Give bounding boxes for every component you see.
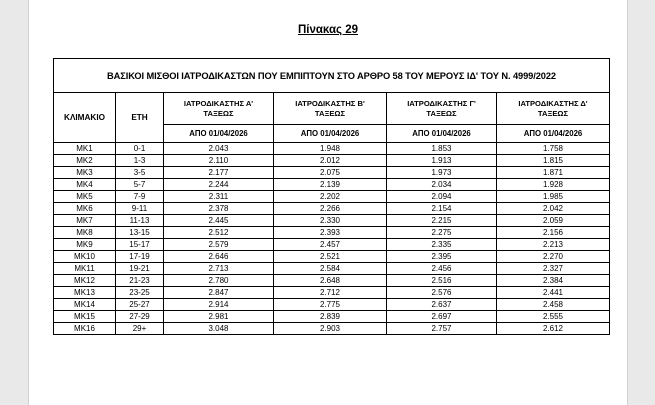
cell-grade-a: 2.378 (164, 203, 274, 215)
table-row (54, 203, 610, 215)
cell-grade-a: 2.981 (164, 311, 274, 323)
cell-grade-b: 2.775 (274, 299, 387, 311)
cell-eth: 29+ (116, 323, 164, 335)
cell-eth: 5-7 (116, 179, 164, 191)
cell-grade-d: 2.327 (497, 263, 610, 275)
cell-grade-c: 2.697 (387, 311, 497, 323)
cell-klimakio: ΜΚ13 (54, 287, 116, 299)
cell-grade-c: 2.576 (387, 287, 497, 299)
cell-grade-d: 2.441 (497, 287, 610, 299)
cell-eth: 7-9 (116, 191, 164, 203)
cell-grade-c: 2.456 (387, 263, 497, 275)
cell-eth: 23-25 (116, 287, 164, 299)
cell-grade-a: 2.579 (164, 239, 274, 251)
table-row (54, 263, 610, 275)
header-grade-d: ΙΑΤΡΟΔΙΚΑΣΤΗΣ Δ' ΤΑΞΕΩΣ (497, 93, 610, 125)
cell-grade-c: 1.913 (387, 155, 497, 167)
cell-grade-a: 2.445 (164, 215, 274, 227)
cell-grade-b: 2.330 (274, 215, 387, 227)
cell-grade-d: 1.815 (497, 155, 610, 167)
cell-klimakio: ΜΚ15 (54, 311, 116, 323)
cell-grade-a: 2.646 (164, 251, 274, 263)
cell-klimakio: ΜΚ5 (54, 191, 116, 203)
cell-klimakio: ΜΚ16 (54, 323, 116, 335)
cell-eth: 1-3 (116, 155, 164, 167)
cell-grade-b: 2.139 (274, 179, 387, 191)
cell-grade-c: 2.154 (387, 203, 497, 215)
header-grade-c: ΙΑΤΡΟΔΙΚΑΣΤΗΣ Γ' ΤΑΞΕΩΣ (387, 93, 497, 125)
table-row (54, 287, 610, 299)
cell-klimakio: ΜΚ11 (54, 263, 116, 275)
header-grade-a: ΙΑΤΡΟΔΙΚΑΣΤΗΣ Α' ΤΑΞΕΩΣ (164, 93, 274, 125)
table-row (54, 239, 610, 251)
cell-eth: 9-11 (116, 203, 164, 215)
cell-grade-b: 2.839 (274, 311, 387, 323)
cell-grade-a: 2.780 (164, 275, 274, 287)
cell-grade-c: 2.637 (387, 299, 497, 311)
header-eth: ΕΤΗ (116, 93, 164, 143)
cell-grade-b: 2.075 (274, 167, 387, 179)
cell-klimakio: ΜΚ12 (54, 275, 116, 287)
salary-table (53, 58, 610, 335)
table-body (54, 143, 610, 335)
header-date-d: ΑΠΟ 01/04/2026 (497, 125, 610, 143)
cell-grade-a: 2.110 (164, 155, 274, 167)
cell-grade-d: 2.156 (497, 227, 610, 239)
header-date-b: ΑΠΟ 01/04/2026 (274, 125, 387, 143)
cell-eth: 3-5 (116, 167, 164, 179)
cell-grade-a: 2.847 (164, 287, 274, 299)
cell-grade-d: 2.458 (497, 299, 610, 311)
cell-grade-a: 2.914 (164, 299, 274, 311)
header-klimakio: ΚΛΙΜΑΚΙΟ (54, 93, 116, 143)
header-grade-b: ΙΑΤΡΟΔΙΚΑΣΤΗΣ Β' ΤΑΞΕΩΣ (274, 93, 387, 125)
cell-klimakio: ΜΚ6 (54, 203, 116, 215)
cell-klimakio: ΜΚ3 (54, 167, 116, 179)
cell-grade-a: 2.512 (164, 227, 274, 239)
table-row (54, 215, 610, 227)
cell-grade-d: 2.213 (497, 239, 610, 251)
cell-eth: 21-23 (116, 275, 164, 287)
cell-grade-d: 2.042 (497, 203, 610, 215)
cell-grade-d: 1.758 (497, 143, 610, 155)
cell-grade-c: 2.516 (387, 275, 497, 287)
cell-klimakio: ΜΚ7 (54, 215, 116, 227)
table-row (54, 299, 610, 311)
cell-grade-b: 2.521 (274, 251, 387, 263)
cell-grade-d: 1.928 (497, 179, 610, 191)
cell-grade-a: 2.311 (164, 191, 274, 203)
table-row (54, 251, 610, 263)
cell-grade-b: 1.948 (274, 143, 387, 155)
cell-eth: 11-13 (116, 215, 164, 227)
cell-grade-c: 2.034 (387, 179, 497, 191)
cell-grade-c: 2.395 (387, 251, 497, 263)
cell-klimakio: ΜΚ10 (54, 251, 116, 263)
cell-grade-a: 2.043 (164, 143, 274, 155)
cell-grade-b: 2.712 (274, 287, 387, 299)
table-caption: ΒΑΣΙΚΟΙ ΜΙΣΘΟΙ ΙΑΤΡΟΔΙΚΑΣΤΩΝ ΠΟΥ ΕΜΠΙΠΤΟΥΝ ΣΤΟ ΑΡΘΡΟ 58 ΤΟΥ ΜΕΡΟΥΣ ΙΔ' ΤΟΥ Ν. 4999/2022 (54, 59, 610, 93)
cell-grade-d: 1.871 (497, 167, 610, 179)
cell-klimakio: ΜΚ2 (54, 155, 116, 167)
cell-grade-b: 2.202 (274, 191, 387, 203)
cell-grade-b: 2.266 (274, 203, 387, 215)
table-row (54, 311, 610, 323)
header-date-c: ΑΠΟ 01/04/2026 (387, 125, 497, 143)
cell-eth: 27-29 (116, 311, 164, 323)
cell-grade-d: 2.384 (497, 275, 610, 287)
cell-grade-b: 2.393 (274, 227, 387, 239)
cell-klimakio: ΜΚ1 (54, 143, 116, 155)
cell-klimakio: ΜΚ14 (54, 299, 116, 311)
cell-grade-c: 1.973 (387, 167, 497, 179)
table-row (54, 191, 610, 203)
cell-eth: 0-1 (116, 143, 164, 155)
document-page (28, 0, 628, 405)
table-row (54, 155, 610, 167)
cell-grade-b: 2.903 (274, 323, 387, 335)
cell-grade-c: 2.335 (387, 239, 497, 251)
cell-eth: 25-27 (116, 299, 164, 311)
cell-grade-a: 2.177 (164, 167, 274, 179)
cell-eth: 17-19 (116, 251, 164, 263)
cell-grade-d: 2.555 (497, 311, 610, 323)
table-row (54, 179, 610, 191)
cell-klimakio: ΜΚ4 (54, 179, 116, 191)
table-title: Πίνακας 29 (297, 24, 359, 36)
cell-grade-a: 2.713 (164, 263, 274, 275)
cell-eth: 19-21 (116, 263, 164, 275)
cell-grade-c: 2.275 (387, 227, 497, 239)
cell-grade-d: 2.059 (497, 215, 610, 227)
table-row (54, 143, 610, 155)
cell-eth: 13-15 (116, 227, 164, 239)
cell-grade-b: 2.457 (274, 239, 387, 251)
cell-grade-c: 2.094 (387, 191, 497, 203)
cell-klimakio: ΜΚ9 (54, 239, 116, 251)
table-row (54, 227, 610, 239)
table-row (54, 275, 610, 287)
cell-grade-a: 3.048 (164, 323, 274, 335)
cell-eth: 15-17 (116, 239, 164, 251)
cell-klimakio: ΜΚ8 (54, 227, 116, 239)
cell-grade-d: 1.985 (497, 191, 610, 203)
cell-grade-d: 2.612 (497, 323, 610, 335)
cell-grade-a: 2.244 (164, 179, 274, 191)
cell-grade-c: 1.853 (387, 143, 497, 155)
table-row (54, 323, 610, 335)
header-date-a: ΑΠΟ 01/04/2026 (164, 125, 274, 143)
cell-grade-c: 2.215 (387, 215, 497, 227)
salary-table-wrapper (53, 58, 609, 335)
table-row (54, 167, 610, 179)
cell-grade-b: 2.012 (274, 155, 387, 167)
cell-grade-b: 2.648 (274, 275, 387, 287)
cell-grade-d: 2.270 (497, 251, 610, 263)
cell-grade-b: 2.584 (274, 263, 387, 275)
cell-grade-c: 2.757 (387, 323, 497, 335)
